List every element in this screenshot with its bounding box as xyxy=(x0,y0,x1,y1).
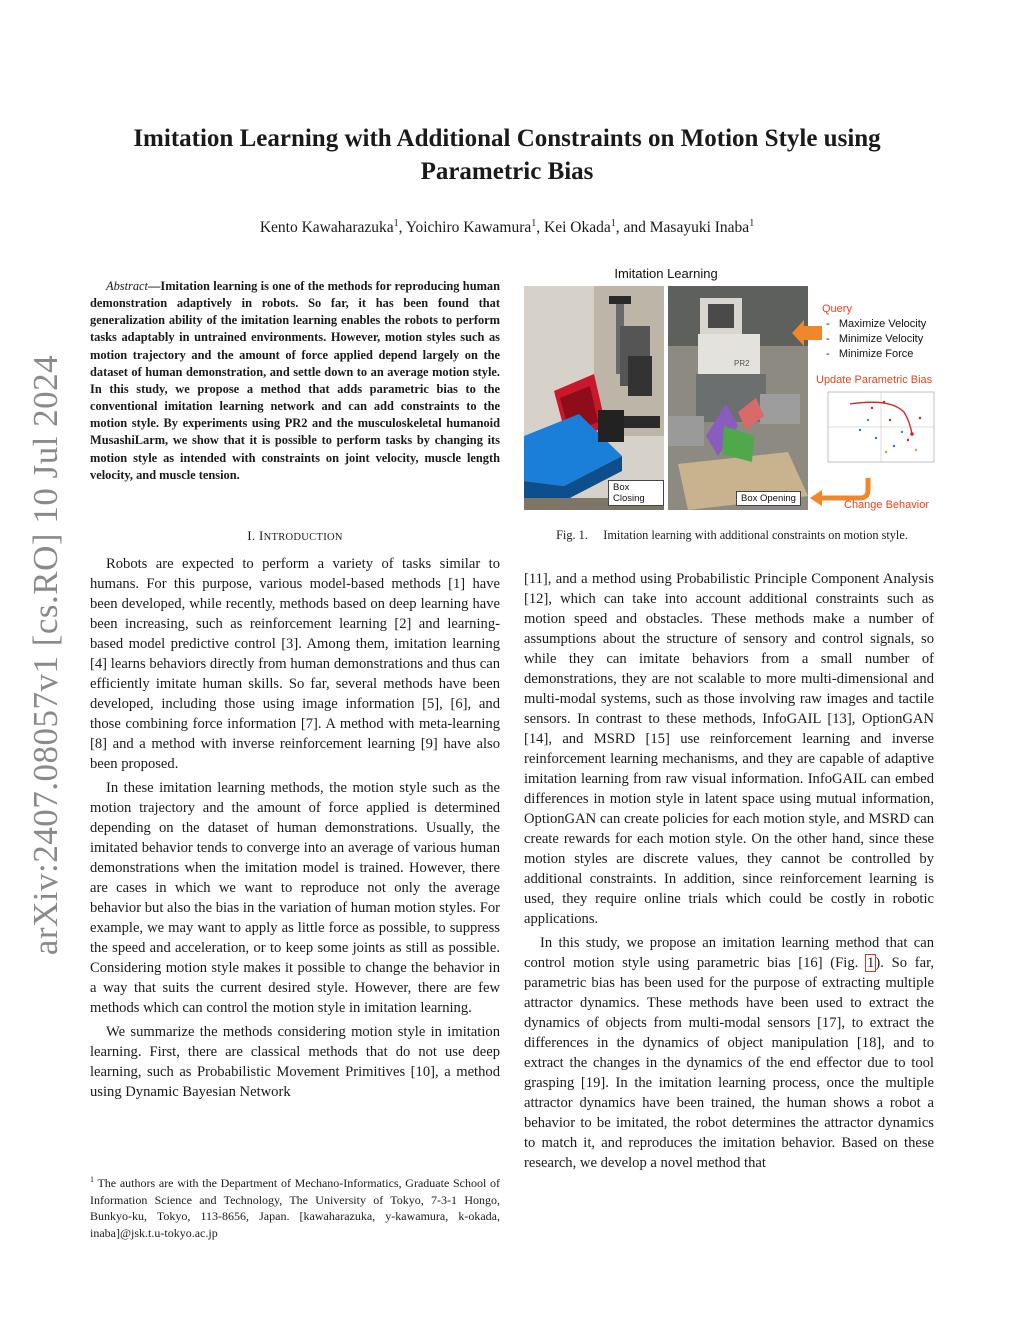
section-number: I. xyxy=(247,528,256,543)
author-separator: , and xyxy=(615,219,650,237)
query-heading: Query xyxy=(822,303,852,315)
author-name: Masayuki Inaba xyxy=(649,219,750,237)
paper-title: Imitation Learning with Additional Constraints on Motion Style using Parametric Bias xyxy=(133,125,881,185)
query-item-text: Minimize Force xyxy=(838,348,914,360)
query-arrow-icon xyxy=(792,320,822,346)
figure-title: Imitation Learning xyxy=(614,266,718,281)
paragraph: Robots are expected to perform a variety of tasks similar to humans. For this purpose, various model-based methods [1] have been developed, while recently, methods based on deep learning have been increasing, such as reinforcement learning [2] and learning-based model predictive control [3]. Among them, imitation learning [4] learns behaviors directly from human demonstrations and thus can efficiently imitate human skills. So far, several methods have been developed, including those using image information [5], [6], and those combining force information [7]. A method with meta-learning [8] and a method with inverse reinforcement learning [9] have also been proposed. xyxy=(90,556,500,772)
footnote-mark: 1 xyxy=(90,1175,94,1184)
paragraph: We summarize the methods considering motion style in imitation learning. First, there are classical methods that do not use deep learning, such as Probabilistic Movement Primitives [10], a method using Dynamic Bayesian Network xyxy=(90,1024,500,1100)
author-name: Kento Kawaharazuka xyxy=(259,219,394,237)
affiliation-mark: 1 xyxy=(531,218,537,229)
affiliation-mark: 1 xyxy=(393,218,399,229)
robot-tag: PR2 xyxy=(734,359,750,368)
author-name: Kei Okada xyxy=(544,219,611,237)
bias-point xyxy=(910,432,914,436)
box-opening-label: Box Opening xyxy=(736,491,801,506)
box-closing-photo xyxy=(524,286,664,510)
change-behavior-label: Change Behavior xyxy=(844,499,930,511)
box-closing-label: Box Closing xyxy=(608,480,664,506)
abstract-label: Abstract xyxy=(106,279,148,293)
affiliation-mark: 1 xyxy=(610,218,616,229)
query-item: - Minimize Velocity xyxy=(826,333,924,345)
section-title-rest: NTRODUCTION xyxy=(263,532,343,543)
left-column-body xyxy=(90,554,500,1106)
footnote-text: The authors are with the Department of Mechano-Informatics, Graduate School of Information Science and Technology, The University of Tokyo, 7-3-1 Hongo, Bunkyo-ku, Tokyo, 113-8656, Japan. [kawaharazuka, y-kawamura, k-okada, inaba]@jsk.t.u-tokyo.ac.jp xyxy=(90,1176,500,1240)
abstract-dash: — xyxy=(148,279,161,293)
figure-1 xyxy=(524,266,940,514)
query-item: - Minimize Force xyxy=(826,348,914,360)
box-closing-illustration xyxy=(524,286,664,510)
arxiv-identifier xyxy=(18,354,74,956)
abstract-text: Imitation learning is one of the methods for reproducing human demonstration adaptively in robots. So far, it has been found that generalization ability of the imitation learning enables the robots to perform tasks adaptably in untrained environments. However, motion styles such as motion trajectory and the amount of force applied depend largely on the dataset of human demonstration, and settle down to an average motion style. In this study, we propose a method that adds parametric bias to the conventional imitation learning network and can add constraints to the motion style. By experiments using PR2 and the musculoskeletal humanoid MusashiLarm, we show that it is possible to perform tasks by changing its motion style as intended with constraints on joint velocity, muscle length velocity, and muscle tension. xyxy=(90,279,500,482)
paragraph-text: In this study, we propose an imitation learning method that can control motion style using parametric bias [16] (Fig. xyxy=(524,935,934,971)
author-list xyxy=(100,218,914,237)
abstract xyxy=(90,278,500,484)
paragraph-text: ). So far, parametric bias has been used for the purpose of extracting multiple attractor dynamics. These methods have been used to extract the dynamics of objects from multi-modal sensors [17], to extract the differences in the dynamics of object manipulation [18], and to extract the changes in the dynamics of the end effector due to tool grasping [19]. In the imitation learning process, once the multiple attractor dynamics have been trained, the human shows a robot a behavior to be imitated, the robot determines the attractor dynamics to match it, and reproduces the imitation behavior. Based on these research, we develop a novel method that xyxy=(524,955,935,1171)
parametric-bias-plot xyxy=(820,390,938,470)
query-box xyxy=(822,302,926,362)
section-title-cap: I xyxy=(258,528,264,543)
box-opening-photo xyxy=(668,286,808,510)
figure-reference-link[interactable]: 1 xyxy=(867,955,875,971)
figure-caption: Fig. 1. Imitation learning with additional constraints on motion style. xyxy=(556,528,908,542)
query-item: - Maximize Velocity xyxy=(826,318,927,330)
affiliation-mark: 1 xyxy=(749,218,755,229)
section-heading xyxy=(90,528,500,544)
paragraph xyxy=(524,933,934,1173)
paragraph: In these imitation learning methods, the motion style such as the motion trajectory and the amount of force applied is determined depending on the dataset of human demonstrations. Usually, the imitated behavior tends to converge into an average of various human demonstrations when the imitation model is trained. However, there are cases in which we want to reproduce not only the average behavior but also the bias in the variation of human motion styles. For example, we may want to apply as little force as possible, to suppress the speed and acceleration, or to keep some joints as still as possible. Considering motion style makes it possible to change the behavior in a way that suits the current desired style. However, there are few methods which can control the motion style in imitation learning. xyxy=(90,780,500,1016)
query-item-text: Maximize Velocity xyxy=(838,318,927,330)
author-separator: , xyxy=(398,219,406,237)
update-parametric-bias-label: Update Parametric Bias xyxy=(816,374,933,386)
right-column-body xyxy=(524,569,934,1177)
box-opening-illustration xyxy=(668,286,808,510)
author-separator: , xyxy=(536,219,545,237)
paragraph: [11], and a method using Probabilistic Principle Component Analysis [12], which can take into account additional constraints such as motion speed and obstacles. These methods make a number of assumptions about the structure of sensory and control signals, so while they can imitate behaviors from a small number of demonstrations, they are not scalable to more multi-dimensional and multi-modal systems, such as those involving raw images and tactile sensors. In contrast to these methods, InfoGAIL [13], OptionGAN [14], and MSRD [15] use reinforcement learning and inverse reinforcement learning mechanisms, and they are capable of adaptive imitation learning from raw visual information. InfoGAIL can embed differences in motion style in latent space using mutual information, OptionGAN can create policies for each motion style, and MSRD can create rewards for each motion style. On the other hand, since these motion styles are discrete values, they cannot be controlled by additional constraints. In addition, since reinforcement learning is used, they require online trials which could be costly in robotic applications. xyxy=(524,571,934,927)
author-name: Yoichiro Kawamura xyxy=(405,219,532,237)
arxiv-id-text: arXiv:2407.08057v1 [cs.RO] 10 Jul 2024 xyxy=(26,354,65,956)
query-item-text: Minimize Velocity xyxy=(838,333,924,345)
footnote xyxy=(90,1172,500,1241)
